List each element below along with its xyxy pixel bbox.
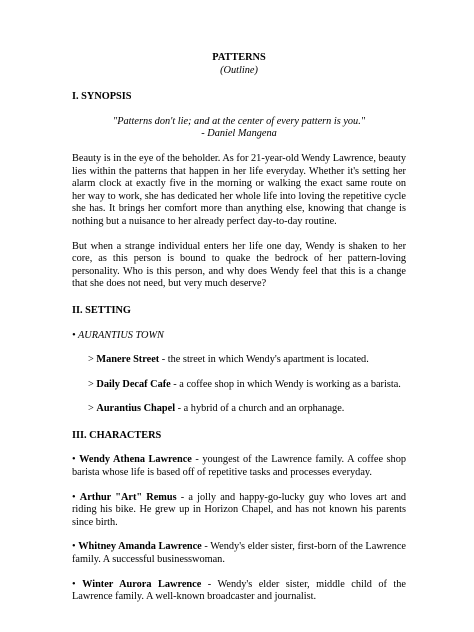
characters-heading: III. CHARACTERS xyxy=(72,429,162,441)
character-item: • Arthur "Art" Remus - a jolly and happy-go-lucky guy who loves art and riding his bike. He grew up in Horizon Chapel, and has not known his parents since birth. xyxy=(72,491,407,528)
character-name: Arthur "Art" Remus xyxy=(79,491,177,503)
setting-heading: II. SETTING xyxy=(72,304,131,316)
setting-item-desc: - a coffee shop in which Wendy is working as a barista. xyxy=(170,378,401,390)
character-desc: - youngest of the Lawrence family. A coffee shop barista whose life is based off of repetitive tasks and processes everyday. xyxy=(72,454,406,479)
setting-town-bullet: • AURANTIUS TOWN xyxy=(72,329,164,341)
setting-item-desc: - a hybrid of a church and an orphanage. xyxy=(175,403,345,415)
character-item: • Whitney Amanda Lawrence - Wendy's elder sister, first-born of the Lawrence family. A successful businesswoman. xyxy=(72,541,406,566)
synopsis-paragraph-1: Beauty is in the eye of the beholder. As for 21-year-old Wendy Lawrence, beauty lies within the patterns that happen in her life everyday. Whether it's setting her alarm clock at exactly five in the morning or walking the exact same route on her way to work, she has dedicated her whole life into loving the repetitive cycle she has. It brings her comfort more than anything else, knowing that change is nothing but a nuisance to her already perfect day-to-day routine. xyxy=(72,152,406,227)
setting-item: > Manere Street - the street in which Wendy's apartment is located. xyxy=(88,354,369,366)
synopsis-quote-author: - Daniel Mangena xyxy=(201,128,277,140)
character-item: • Winter Aurora Lawrence - Wendy's elder sister, middle child of the Lawrence family. A well-known broadcaster and journalist. xyxy=(72,578,406,603)
synopsis-heading: I. SYNOPSIS xyxy=(72,91,132,103)
document-title: PATTERNS xyxy=(212,52,266,63)
setting-item-desc: - the street in which Wendy's apartment is located. xyxy=(159,354,369,366)
setting-item: > Daily Decaf Cafe - a coffee shop in which Wendy is working as a barista. xyxy=(88,378,401,390)
character-name: Whitney Amanda Lawrence xyxy=(78,541,202,553)
character-desc: - Wendy's elder sister, first-born of the Lawrence family. A successful businesswoman. xyxy=(72,541,406,566)
setting-item: > Aurantius Chapel - a hybrid of a church and an orphanage. xyxy=(88,403,345,415)
setting-item-name: Manere Street xyxy=(96,354,160,366)
character-name: Wendy Athena Lawrence xyxy=(79,454,192,466)
character-name: Winter Aurora Lawrence xyxy=(82,578,202,590)
document-subtitle: (Outline) xyxy=(220,64,258,76)
character-item: • Wendy Athena Lawrence - youngest of the Lawrence family. A coffee shop barista whose life is based off of repetitive tasks and processes everyday. xyxy=(72,454,406,479)
character-desc: - Wendy's elder sister, middle child of the Lawrence family. A well-known broadcaster and journalist. xyxy=(72,578,406,603)
character-desc: - a jolly and happy-go-lucky guy who loves art and riding his bike. He grew up in Horizon Chapel, and has not known his parents since birth. xyxy=(72,491,407,528)
setting-item-name: Aurantius Chapel xyxy=(96,403,176,415)
synopsis-quote: "Patterns don't lie; and at the center of every pattern is you." xyxy=(112,115,366,127)
synopsis-paragraph-2: But when a strange individual enters her life one day, Wendy is shaken to her core, as this person is bound to quake the bedrock of her pattern-loving personality. Who is this person, and why does Wendy feel that this is a change that she does not need, but very much deserve? xyxy=(72,240,406,290)
setting-item-name: Daily Decaf Cafe xyxy=(96,378,171,390)
document-page xyxy=(72,52,406,604)
